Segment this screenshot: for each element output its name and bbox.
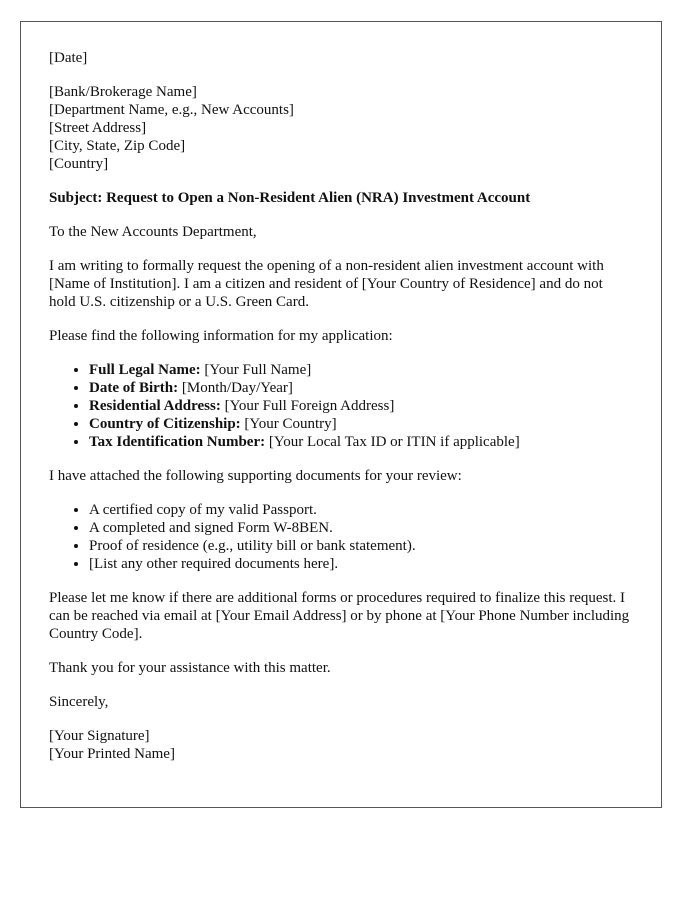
- item-value: [Your Country]: [240, 416, 337, 432]
- list-item: [89, 379, 633, 397]
- item-value: [Your Local Tax ID or ITIN if applicable]: [265, 434, 520, 450]
- signoff: Sincerely,: [49, 694, 109, 710]
- date: [Date]: [49, 50, 88, 66]
- address-line: [Department Name, e.g., New Accounts]: [49, 102, 294, 118]
- item-label: Residential Address:: [89, 398, 221, 414]
- subject-text: Subject: Request to Open a Non-Resident Alien (NRA) Investment Account: [49, 190, 531, 206]
- item-label: Country of Citizenship:: [89, 416, 241, 432]
- info-list: [49, 361, 633, 451]
- list-item: [89, 361, 633, 379]
- signature: [Your Signature]: [49, 728, 150, 744]
- list-item: • A certified copy of my valid Passport.: [89, 501, 633, 519]
- address-line: [Bank/Brokerage Name]: [49, 84, 197, 100]
- docs-list: [49, 501, 633, 573]
- list-item: [89, 415, 633, 433]
- list-item: • Proof of residence (e.g., utility bill or bank statement).: [89, 537, 633, 555]
- item-label: Full Legal Name:: [89, 362, 201, 378]
- recipient-address: [49, 83, 633, 173]
- list-item: • A completed and signed Form W-8BEN.: [89, 519, 633, 537]
- info-intro: Please find the following information for my application:: [49, 328, 393, 344]
- signature-block: [49, 727, 633, 763]
- address-line: [Street Address]: [49, 120, 147, 136]
- closing-paragraph: Please let me know if there are additional forms or procedures required to finalize this request. I can be reached via email at [Your Email Address] or by phone at [Your Phone Number including Country Code].: [49, 590, 630, 642]
- printed-name: [Your Printed Name]: [49, 746, 175, 762]
- salutation: To the New Accounts Department,: [49, 224, 257, 240]
- list-item: [89, 433, 633, 451]
- list-item: • [List any other required documents here].: [89, 555, 633, 573]
- list-item: [89, 397, 633, 415]
- address-line: [City, State, Zip Code]: [49, 138, 186, 154]
- item-value: [Month/Day/Year]: [178, 380, 293, 396]
- thanks: Thank you for your assistance with this matter.: [49, 660, 331, 676]
- letter: [20, 21, 662, 808]
- item-value: [Your Full Name]: [200, 362, 312, 378]
- docs-intro: I have attached the following supporting documents for your review:: [49, 468, 462, 484]
- item-label: Date of Birth:: [89, 380, 179, 396]
- item-label: Tax Identification Number:: [89, 434, 266, 450]
- subject: [49, 189, 633, 207]
- item-value: [Your Full Foreign Address]: [220, 398, 395, 414]
- intro-paragraph: I am writing to formally request the opening of a non-resident alien investment account with [Name of Institution]. I am a citizen and resident of [Your Country of Residence] and do not hold U.S. citizenship or a U.S. Green Card.: [49, 258, 604, 310]
- address-line: [Country]: [49, 156, 109, 172]
